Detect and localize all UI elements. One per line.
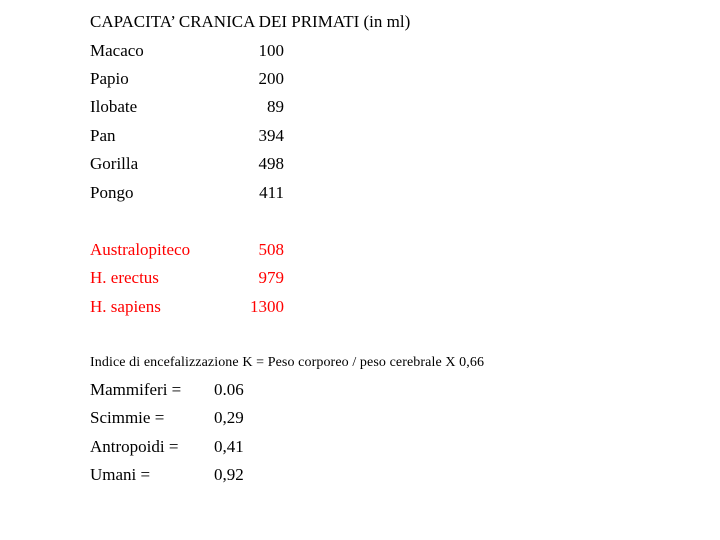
primate-name: Pan	[90, 126, 116, 145]
hominid-name: H. sapiens	[90, 297, 161, 316]
primate-name: Papio	[90, 69, 129, 88]
index-row-antropoidi	[90, 436, 290, 458]
index-value: 0,41	[214, 437, 244, 456]
cranial-capacity-value: 100	[258, 41, 284, 60]
index-row-scimmie	[90, 407, 290, 429]
table-row-pan	[90, 125, 290, 147]
index-value: 0,29	[214, 408, 244, 427]
table-row-gorilla	[90, 153, 290, 175]
page-title: CAPACITA’ CRANICA DEI PRIMATI (in ml)	[90, 12, 411, 31]
cranial-capacity-value: 498	[258, 154, 284, 173]
table-row-macaco	[90, 40, 290, 62]
index-label: Mammiferi =	[90, 380, 182, 399]
cranial-capacity-value: 979	[258, 268, 284, 287]
index-label: Scimmie =	[90, 408, 165, 427]
cranial-capacity-value: 394	[258, 126, 284, 145]
table-row-h-erectus	[90, 267, 290, 289]
table-row-h-sapiens	[90, 296, 290, 318]
primate-name: Gorilla	[90, 154, 139, 173]
table-row-ilobate	[90, 96, 290, 118]
hominid-name: H. erectus	[90, 268, 159, 287]
primate-name: Ilobate	[90, 97, 138, 116]
index-row-mammiferi	[90, 379, 290, 401]
primate-name: Macaco	[90, 41, 144, 60]
index-value: 0.06	[214, 380, 244, 399]
cranial-capacity-value: 508	[258, 240, 284, 259]
table-row-australopiteco	[90, 239, 290, 261]
index-row-umani	[90, 464, 290, 486]
table-row-pongo	[90, 182, 290, 204]
cranial-capacity-value: 200	[258, 69, 284, 88]
index-value: 0,92	[214, 465, 244, 484]
cranial-capacity-value: 89	[267, 97, 284, 116]
index-label: Umani =	[90, 465, 151, 484]
cranial-capacity-value: 411	[259, 183, 284, 202]
primate-name: Pongo	[90, 183, 134, 202]
table-row-papio	[90, 68, 290, 90]
hominid-name: Australopiteco	[90, 240, 191, 259]
encephalization-formula: Indice di encefalizzazione K = Peso corporeo / peso cerebrale X 0,66	[90, 355, 485, 370]
index-label: Antropoidi =	[90, 437, 179, 456]
cranial-capacity-value: 1300	[250, 297, 284, 316]
